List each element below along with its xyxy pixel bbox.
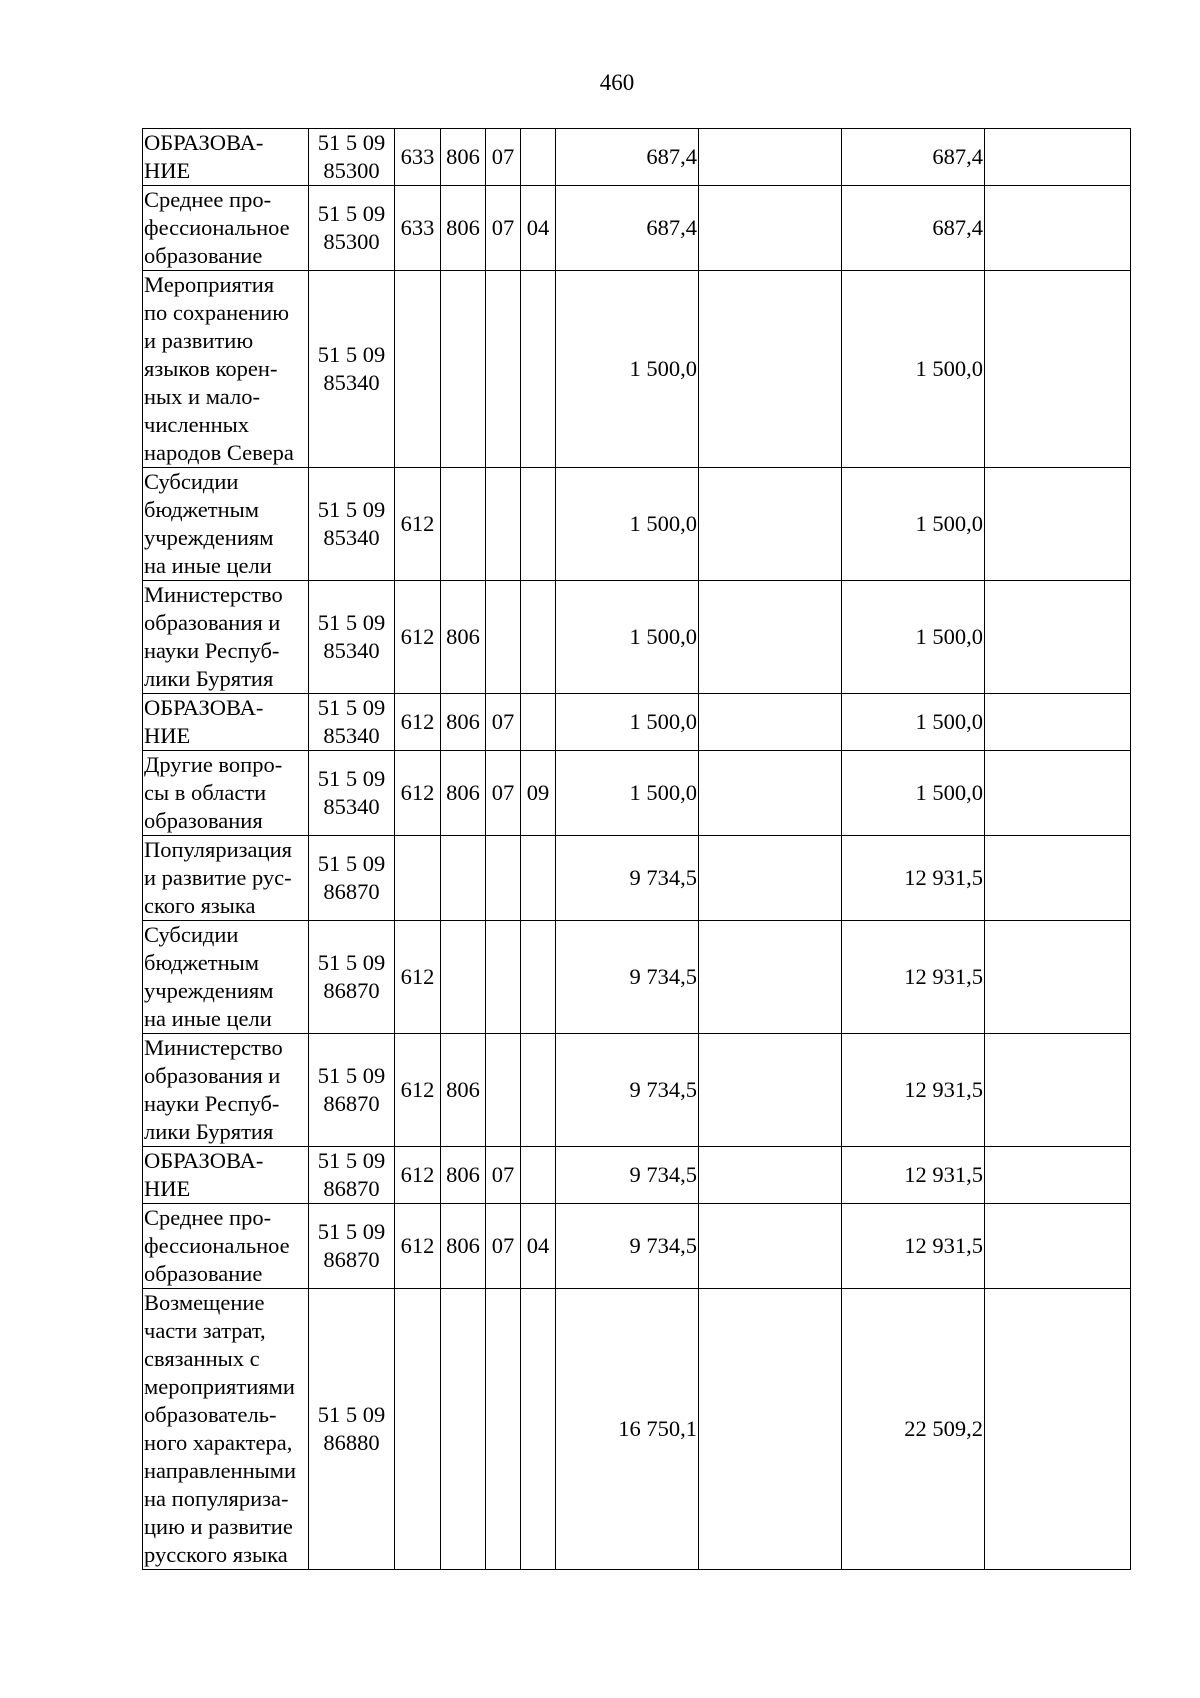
cell-amount-3: 1 500,0	[842, 468, 985, 581]
item-name-line: сы в области	[144, 780, 267, 805]
cell-amount-1: 1 500,0	[556, 271, 699, 468]
item-name-line: и развитию	[144, 328, 254, 353]
item-name-line: ОБРАЗОВА-	[144, 130, 264, 155]
cell-amount-2	[699, 271, 842, 468]
cell-amount-2	[699, 694, 842, 751]
table-row	[143, 1147, 1131, 1204]
cell-item-name	[143, 1204, 309, 1289]
cell-amount-1: 687,4	[556, 129, 699, 186]
cell-amount-2	[699, 1147, 842, 1204]
cell-item-name	[143, 836, 309, 921]
table-row	[143, 186, 1131, 271]
item-name-line: НИЕ	[144, 723, 191, 748]
budget-table	[142, 128, 1131, 1570]
target-code-line: 51 5 09	[317, 342, 386, 367]
cell-grbs: 612	[395, 921, 441, 1034]
item-name-line: части затрат,	[144, 1318, 266, 1343]
item-name-line: фессиональное	[144, 1233, 290, 1258]
cell-amount-3: 12 931,5	[842, 1204, 985, 1289]
cell-amount-3: 1 500,0	[842, 751, 985, 836]
cell-target-code	[309, 1289, 395, 1570]
table-row	[143, 921, 1131, 1034]
cell-grbs: 612	[395, 468, 441, 581]
cell-amount-2	[699, 1034, 842, 1147]
cell-amount-4	[985, 1147, 1131, 1204]
cell-amount-3: 687,4	[842, 129, 985, 186]
cell-item-name	[143, 751, 309, 836]
cell-subsection	[521, 271, 556, 468]
item-name-line: НИЕ	[144, 1176, 191, 1201]
cell-item-name	[143, 1289, 309, 1570]
target-code-line: 51 5 09	[317, 1402, 386, 1427]
item-name-line: лики Бурятия	[144, 1119, 274, 1144]
cell-section	[486, 836, 521, 921]
cell-amount-2	[699, 836, 842, 921]
item-name-line: Популяризация	[144, 837, 292, 862]
item-name-line: образование	[144, 243, 263, 268]
table-row	[143, 129, 1131, 186]
item-name-line: НИЕ	[144, 158, 191, 183]
item-name-line: бюджетным	[144, 497, 260, 522]
cell-amount-3: 687,4	[842, 186, 985, 271]
item-name-line: фессиональное	[144, 215, 290, 240]
cell-ministry: 806	[441, 186, 486, 271]
cell-amount-1: 9 734,5	[556, 1147, 699, 1204]
item-name-line: языков корен-	[144, 356, 278, 381]
cell-target-code	[309, 271, 395, 468]
item-name-line: и развитие рус-	[144, 865, 292, 890]
cell-ministry	[441, 836, 486, 921]
cell-subsection: 09	[521, 751, 556, 836]
cell-amount-2	[699, 186, 842, 271]
cell-grbs	[395, 1289, 441, 1570]
cell-amount-4	[985, 271, 1131, 468]
table-row	[143, 1204, 1131, 1289]
cell-amount-1: 9 734,5	[556, 1034, 699, 1147]
target-code-line: 85340	[323, 370, 380, 395]
item-name-line: лики Бурятия	[144, 666, 274, 691]
cell-target-code	[309, 1147, 395, 1204]
item-name-line: численных	[144, 412, 250, 437]
cell-grbs	[395, 271, 441, 468]
table-row	[143, 581, 1131, 694]
cell-amount-2	[699, 129, 842, 186]
cell-amount-1: 9 734,5	[556, 836, 699, 921]
target-code-line: 51 5 09	[317, 130, 386, 155]
target-code-line: 51 5 09	[317, 1063, 386, 1088]
item-name-line: образование	[144, 1261, 263, 1286]
target-code-line: 51 5 09	[317, 695, 386, 720]
cell-amount-4	[985, 921, 1131, 1034]
cell-amount-4	[985, 186, 1131, 271]
table-row	[143, 836, 1131, 921]
item-name-line: на иные цели	[144, 1006, 272, 1031]
cell-subsection: 04	[521, 1204, 556, 1289]
cell-amount-3: 12 931,5	[842, 836, 985, 921]
item-name-line: Среднее про-	[144, 187, 272, 212]
cell-amount-4	[985, 581, 1131, 694]
cell-subsection	[521, 1034, 556, 1147]
item-name-line: учреждениям	[144, 978, 274, 1003]
cell-target-code	[309, 751, 395, 836]
cell-item-name	[143, 921, 309, 1034]
target-code-line: 86870	[323, 1176, 380, 1201]
table-row	[143, 1289, 1131, 1570]
cell-target-code	[309, 836, 395, 921]
cell-subsection	[521, 836, 556, 921]
cell-item-name	[143, 581, 309, 694]
target-code-line: 51 5 09	[317, 610, 386, 635]
target-code-line: 51 5 09	[317, 201, 386, 226]
cell-section: 07	[486, 129, 521, 186]
target-code-line: 86870	[323, 978, 380, 1003]
cell-amount-1: 9 734,5	[556, 921, 699, 1034]
cell-target-code	[309, 581, 395, 694]
cell-ministry	[441, 1289, 486, 1570]
item-name-line: Субсидии	[144, 469, 239, 494]
item-name-line: учреждениям	[144, 525, 274, 550]
target-code-line: 86870	[323, 879, 380, 904]
item-name-line: ных и мало-	[144, 384, 260, 409]
cell-item-name	[143, 186, 309, 271]
table-row	[143, 694, 1131, 751]
cell-amount-2	[699, 921, 842, 1034]
cell-target-code	[309, 468, 395, 581]
item-name-line: на иные цели	[144, 553, 272, 578]
target-code-line: 51 5 09	[317, 766, 386, 791]
cell-ministry: 806	[441, 581, 486, 694]
cell-amount-1: 16 750,1	[556, 1289, 699, 1570]
item-name-line: ОБРАЗОВА-	[144, 1148, 264, 1173]
cell-amount-4	[985, 1289, 1131, 1570]
item-name-line: ного характера,	[144, 1430, 293, 1455]
cell-amount-4	[985, 751, 1131, 836]
cell-amount-3: 1 500,0	[842, 581, 985, 694]
item-name-line: направленными	[144, 1458, 297, 1483]
cell-target-code	[309, 186, 395, 271]
cell-section	[486, 271, 521, 468]
cell-amount-3: 12 931,5	[842, 921, 985, 1034]
cell-section: 07	[486, 751, 521, 836]
cell-target-code	[309, 1204, 395, 1289]
cell-amount-4	[985, 1034, 1131, 1147]
cell-section	[486, 1034, 521, 1147]
target-code-line: 85340	[323, 723, 380, 748]
cell-target-code	[309, 129, 395, 186]
target-code-line: 85300	[323, 158, 380, 183]
item-name-line: бюджетным	[144, 950, 260, 975]
cell-subsection	[521, 694, 556, 751]
cell-target-code	[309, 1034, 395, 1147]
item-name-line: Министерство	[144, 582, 283, 607]
cell-grbs	[395, 836, 441, 921]
item-name-line: по сохранению	[144, 300, 289, 325]
table-body	[143, 129, 1131, 1570]
item-name-line: Мероприятия	[144, 272, 275, 297]
target-code-line: 86880	[323, 1430, 380, 1455]
cell-target-code	[309, 921, 395, 1034]
item-name-line: народов Севера	[144, 440, 294, 465]
cell-grbs: 612	[395, 1034, 441, 1147]
target-code-line: 51 5 09	[317, 1219, 386, 1244]
cell-amount-2	[699, 581, 842, 694]
page-number: 460	[599, 70, 635, 95]
cell-section	[486, 468, 521, 581]
cell-grbs: 612	[395, 1204, 441, 1289]
cell-section	[486, 581, 521, 694]
cell-subsection	[521, 129, 556, 186]
item-name-line: науки Респуб-	[144, 1091, 280, 1116]
item-name-line: Среднее про-	[144, 1205, 272, 1230]
cell-amount-2	[699, 751, 842, 836]
cell-ministry: 806	[441, 694, 486, 751]
table-row	[143, 271, 1131, 468]
cell-grbs: 633	[395, 186, 441, 271]
cell-section: 07	[486, 694, 521, 751]
cell-amount-3: 1 500,0	[842, 271, 985, 468]
item-name-line: на популяриза-	[144, 1486, 289, 1511]
cell-subsection	[521, 921, 556, 1034]
cell-amount-3: 12 931,5	[842, 1034, 985, 1147]
item-name-line: связанных с	[144, 1346, 260, 1371]
cell-item-name	[143, 271, 309, 468]
table-row	[143, 751, 1131, 836]
cell-amount-3: 22 509,2	[842, 1289, 985, 1570]
target-code-line: 51 5 09	[317, 497, 386, 522]
cell-amount-4	[985, 1204, 1131, 1289]
cell-amount-1: 1 500,0	[556, 694, 699, 751]
target-code-line: 86870	[323, 1247, 380, 1272]
item-name-line: образования и	[144, 1063, 281, 1088]
target-code-line: 86870	[323, 1091, 380, 1116]
cell-amount-2	[699, 1204, 842, 1289]
cell-section: 07	[486, 1147, 521, 1204]
cell-amount-1: 9 734,5	[556, 1204, 699, 1289]
cell-amount-1: 1 500,0	[556, 751, 699, 836]
cell-amount-4	[985, 129, 1131, 186]
table-row	[143, 1034, 1131, 1147]
cell-section	[486, 921, 521, 1034]
cell-ministry: 806	[441, 1204, 486, 1289]
cell-amount-3: 1 500,0	[842, 694, 985, 751]
item-name-line: Возмещение	[144, 1290, 265, 1315]
cell-item-name	[143, 468, 309, 581]
item-name-line: образования и	[144, 610, 281, 635]
item-name-line: мероприятиями	[144, 1374, 295, 1399]
cell-grbs: 612	[395, 581, 441, 694]
item-name-line: русского языка	[144, 1542, 288, 1567]
cell-grbs: 633	[395, 129, 441, 186]
cell-ministry	[441, 468, 486, 581]
cell-item-name	[143, 1147, 309, 1204]
table-row	[143, 468, 1131, 581]
cell-item-name	[143, 129, 309, 186]
cell-section: 07	[486, 1204, 521, 1289]
cell-ministry: 806	[441, 1034, 486, 1147]
cell-subsection: 04	[521, 186, 556, 271]
cell-subsection	[521, 468, 556, 581]
cell-subsection	[521, 1289, 556, 1570]
cell-ministry: 806	[441, 751, 486, 836]
cell-amount-4	[985, 468, 1131, 581]
cell-ministry	[441, 921, 486, 1034]
target-code-line: 51 5 09	[317, 950, 386, 975]
target-code-line: 51 5 09	[317, 851, 386, 876]
item-name-line: образователь-	[144, 1402, 277, 1427]
target-code-line: 85300	[323, 229, 380, 254]
cell-ministry: 806	[441, 1147, 486, 1204]
cell-amount-2	[699, 468, 842, 581]
item-name-line: ского языка	[144, 893, 256, 918]
cell-ministry: 806	[441, 129, 486, 186]
target-code-line: 85340	[323, 525, 380, 550]
cell-amount-1: 687,4	[556, 186, 699, 271]
cell-ministry	[441, 271, 486, 468]
cell-grbs: 612	[395, 1147, 441, 1204]
item-name-line: Субсидии	[144, 922, 239, 947]
cell-amount-2	[699, 1289, 842, 1570]
item-name-line: цию и развитие	[144, 1514, 293, 1539]
cell-item-name	[143, 1034, 309, 1147]
item-name-line: Министерство	[144, 1035, 283, 1060]
cell-amount-1: 1 500,0	[556, 581, 699, 694]
target-code-line: 85340	[323, 638, 380, 663]
cell-amount-4	[985, 836, 1131, 921]
cell-section: 07	[486, 186, 521, 271]
cell-subsection	[521, 1147, 556, 1204]
cell-target-code	[309, 694, 395, 751]
cell-amount-1: 1 500,0	[556, 468, 699, 581]
item-name-line: Другие вопро-	[144, 752, 283, 777]
item-name-line: ОБРАЗОВА-	[144, 695, 264, 720]
cell-amount-4	[985, 694, 1131, 751]
cell-item-name	[143, 694, 309, 751]
cell-section	[486, 1289, 521, 1570]
cell-amount-3: 12 931,5	[842, 1147, 985, 1204]
item-name-line: образования	[144, 808, 263, 833]
item-name-line: науки Респуб-	[144, 638, 280, 663]
cell-grbs: 612	[395, 751, 441, 836]
target-code-line: 51 5 09	[317, 1148, 386, 1173]
cell-grbs: 612	[395, 694, 441, 751]
target-code-line: 85340	[323, 794, 380, 819]
cell-subsection	[521, 581, 556, 694]
